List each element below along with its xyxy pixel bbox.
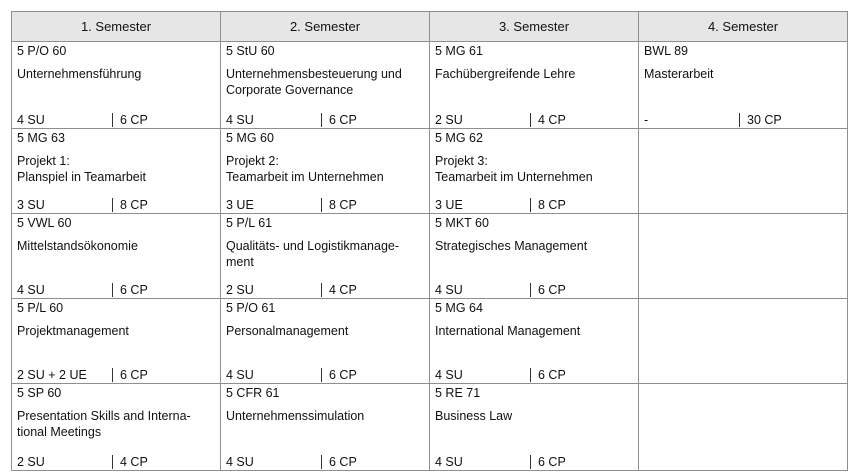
module-title: Fachübergreifende Lehre <box>435 67 576 81</box>
module-title: Projektmanagement <box>17 324 129 338</box>
module-credits: 6 CP <box>120 283 148 297</box>
module-title: Projekt 3: Teamarbeit im Unternehmen <box>435 154 593 184</box>
hours-credits-divider <box>530 113 531 127</box>
module-code: 5 P/O 60 <box>17 44 67 58</box>
module-credits: 8 CP <box>120 198 148 212</box>
module-code: 5 CFR 61 <box>226 386 280 400</box>
module-hours: 4 SU <box>435 368 463 382</box>
module-row <box>12 42 848 129</box>
module-hours: 4 SU <box>226 113 254 127</box>
module-code: 5 RE 71 <box>435 386 481 400</box>
module-cell <box>221 299 430 384</box>
hours-credits-divider <box>321 113 322 127</box>
module-credits: 6 CP <box>329 368 357 382</box>
empty-cell <box>639 129 848 214</box>
module-title: Personalmanagement <box>226 324 349 338</box>
hours-credits-divider <box>530 368 531 382</box>
module-cell <box>12 214 221 299</box>
module-cell <box>639 42 848 129</box>
module-credits: 6 CP <box>538 455 566 469</box>
module-code: 5 MG 64 <box>435 301 483 315</box>
module-row <box>12 129 848 214</box>
module-title: Strategisches Management <box>435 239 588 253</box>
module-hours: 4 SU <box>17 113 45 127</box>
module-title: Qualitäts- und Logistikmanage- ment <box>226 239 400 269</box>
hours-credits-divider <box>530 455 531 469</box>
module-code: 5 VWL 60 <box>17 216 72 230</box>
module-cell <box>221 129 430 214</box>
module-row <box>12 299 848 384</box>
module-cell <box>12 129 221 214</box>
module-hours: - <box>644 113 649 127</box>
header-semester-1: 1. Semester <box>12 12 221 42</box>
empty-cell <box>639 299 848 384</box>
module-hours: 4 SU <box>226 368 254 382</box>
module-cell <box>430 299 639 384</box>
module-hours: 4 SU <box>17 283 45 297</box>
module-credits: 6 CP <box>120 368 148 382</box>
module-code: 5 StU 60 <box>226 44 275 58</box>
module-cell <box>430 129 639 214</box>
hours-credits-divider <box>112 198 113 212</box>
module-title: Unternehmensbesteuerung und Corporate Governance <box>226 67 402 97</box>
hours-credits-divider <box>530 283 531 297</box>
empty-cell <box>639 214 848 299</box>
module-title: Mittelstandsökonomie <box>17 239 138 253</box>
module-credits: 30 CP <box>747 113 782 127</box>
module-cell <box>430 384 639 471</box>
module-code: 5 P/O 61 <box>226 301 276 315</box>
module-code: 5 MG 62 <box>435 131 483 145</box>
module-code: 5 MG 60 <box>226 131 274 145</box>
module-hours: 2 SU <box>226 283 254 297</box>
module-code: 5 P/L 60 <box>17 301 64 315</box>
module-title: Masterarbeit <box>644 67 714 81</box>
header-semester-4: 4. Semester <box>639 12 848 42</box>
module-cell <box>221 384 430 471</box>
module-credits: 4 CP <box>329 283 357 297</box>
module-credits: 6 CP <box>329 113 357 127</box>
module-row <box>12 384 848 471</box>
hours-credits-divider <box>321 455 322 469</box>
module-hours: 4 SU <box>226 455 254 469</box>
module-title: Business Law <box>435 409 513 423</box>
study-plan-table <box>11 11 848 471</box>
module-title: International Management <box>435 324 581 338</box>
module-hours: 2 SU + 2 UE <box>17 368 87 382</box>
module-title: Presentation Skills and Interna- tional Meetings <box>17 409 191 439</box>
hours-credits-divider <box>112 283 113 297</box>
empty-cell <box>639 384 848 471</box>
module-credits: 4 CP <box>538 113 566 127</box>
hours-credits-divider <box>112 113 113 127</box>
module-cell <box>430 214 639 299</box>
module-cell <box>221 42 430 129</box>
module-credits: 6 CP <box>120 113 148 127</box>
module-title: Projekt 1: Planspiel in Teamarbeit <box>17 154 147 184</box>
header-semester-3: 3. Semester <box>430 12 639 42</box>
hours-credits-divider <box>321 368 322 382</box>
module-code: BWL 89 <box>644 44 689 58</box>
hours-credits-divider <box>112 455 113 469</box>
module-credits: 4 CP <box>120 455 148 469</box>
module-code: 5 MG 63 <box>17 131 65 145</box>
hours-credits-divider <box>321 198 322 212</box>
module-title: Projekt 2: Teamarbeit im Unternehmen <box>226 154 384 184</box>
module-credits: 6 CP <box>538 283 566 297</box>
module-hours: 4 SU <box>435 455 463 469</box>
hours-credits-divider <box>321 283 322 297</box>
module-credits: 6 CP <box>538 368 566 382</box>
module-hours: 3 UE <box>435 198 463 212</box>
module-credits: 8 CP <box>329 198 357 212</box>
module-hours: 3 UE <box>226 198 254 212</box>
module-code: 5 MKT 60 <box>435 216 489 230</box>
module-hours: 2 SU <box>435 113 463 127</box>
module-credits: 8 CP <box>538 198 566 212</box>
module-title: Unternehmenssimulation <box>226 409 365 423</box>
module-hours: 2 SU <box>17 455 45 469</box>
module-row <box>12 214 848 299</box>
module-hours: 4 SU <box>435 283 463 297</box>
hours-credits-divider <box>739 113 740 127</box>
module-code: 5 P/L 61 <box>226 216 273 230</box>
module-title: Unternehmensführung <box>17 67 142 81</box>
module-hours: 3 SU <box>17 198 45 212</box>
module-credits: 6 CP <box>329 455 357 469</box>
module-cell <box>12 42 221 129</box>
module-cell <box>221 214 430 299</box>
module-cell <box>430 42 639 129</box>
module-code: 5 MG 61 <box>435 44 483 58</box>
module-cell <box>12 384 221 471</box>
header-semester-2: 2. Semester <box>221 12 430 42</box>
module-code: 5 SP 60 <box>17 386 62 400</box>
hours-credits-divider <box>530 198 531 212</box>
semester-header-row <box>12 12 848 42</box>
hours-credits-divider <box>112 368 113 382</box>
module-cell <box>12 299 221 384</box>
